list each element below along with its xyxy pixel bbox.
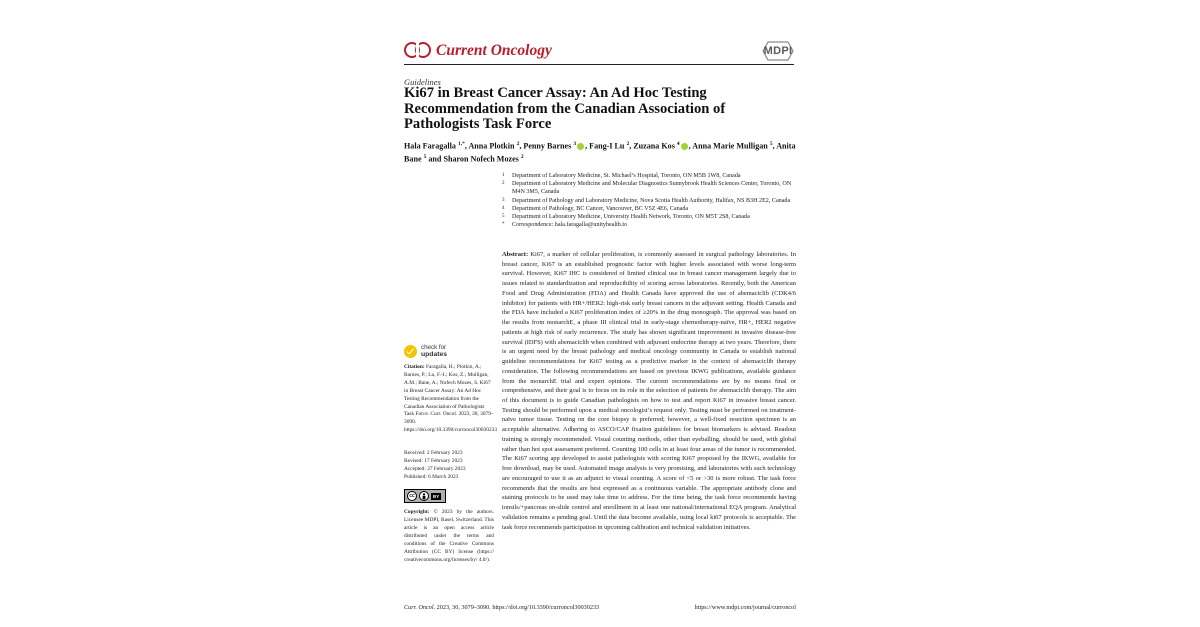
author-sup: 5 <box>423 153 427 160</box>
affiliation-number: 1 <box>502 173 505 178</box>
affiliation-number: 3 <box>502 197 505 203</box>
affiliation-number: 2 <box>502 181 505 187</box>
copyright-block <box>404 508 494 564</box>
attribution-person-icon <box>419 491 429 501</box>
footer-journal-url[interactable]: https://www.mdpi.com/journal/curroncol <box>694 604 796 611</box>
check-updates-text <box>421 345 447 359</box>
citation-text[interactable]: Faragalla, H.; Plotkin, A.; Barnes, P.; Lu, F.-I.; Kos, Z.; Mulligan, A.M.; Bane, A.; Nofech Mozes, S. Ki67 in Breast Cancer Assay: An Ad Hoc Testing Recommendation from the Canadian Association of Pathologists Task Force. Curr. Oncol. 2023, 30, 3079–3090. https://doi.org/10.3390/curroncol30030233 <box>404 364 498 434</box>
cc-icon: cc <box>407 491 417 501</box>
dates-block <box>404 449 494 481</box>
author-name[interactable]: Hala Faragalla <box>404 141 456 151</box>
author-sup: 2 <box>626 141 630 147</box>
check-updates-line1: check for <box>421 344 447 351</box>
copyright-label: Copyright: <box>404 509 430 515</box>
author-list: Hala Faragalla $^{1,*}$, Anna Plotkin $^2$, Penny Barnes $^3$ , Fang-I Lu $^2$, Zuzana Kos $^4$ , Anna Marie Mulligan $^5$, Anita Bane $^5$ and Sharon Nofech Mozes $^2$ <box>404 141 796 164</box>
orcid-icon[interactable] <box>577 143 584 150</box>
header-rule <box>404 64 794 65</box>
abstract-text: Ki67, a marker of cellular proliferation, is commonly assessed in surgical pathology laboratories. In breast cancer, Ki67 is an established prognostic factor with higher levels associated with worse long-term survival. However, Ki67 IHC is considered of limited clinical use in breast cancer management largely due to issues related to standardization and reproducibility of scoring across laboratories. Recently, both the American Food and Drug Administration (FDA) and Health Canada have approved the use of abemaciclib (CDK4/6 inhibitor) for patients with HR+/HER2: high-risk early breast cancers in the adjuvant setting. Health Canada and the FDA have included a Ki67 proliferation index of ≥20% in the drug monograph. The approval was based on the results from monarchE, a phase III clinical trial in early-stage chemotherapy-naïve, HR+, HER2 negative patients at high risk of early recurrence. The study has shown significant improvement in invasive disease-free survival (IDFS) with abemaciclib when combined with adjuvant endocrine therapy at two years. Therefore, there is an urgent need by the breast pathology and medical oncology community in Canada to establish national guideline recommendations for Ki67 testing as a predictive marker in the context of abemaciclib therapy consideration. The following recommendations are based on previous IKWG publications, available guidance from the monarchE trial and expert opinions. The current recommendations are by no means final or comprehensive, and their goal is to focus on its role in the selection of patients for abemaciclib therapy. The aim of this document is to guide Canadian pathologists on how to test and report Ki67 in invasive breast cancer. Testing should be performed upon a medical oncologist’s request only. Testing must be performed on treatment-naïve tumor tissue. Testing on the core biopsy is preferred; however, a well-fixed resection specimen is an acceptable alternative. Adhering to ASCO/CAP fixation guidelines for breast biomarkers is advised. Readout training is strongly recommended. Visual counting methods, other than eyeballing, should be used, with global rather than hot spot assessment preferred. Counting 100 cells in at least four areas of the tumor is recommended. The Ki67 scoring app developed to assist pathologists with scoring Ki67 proposed by the IKWG, available for free download, may be used. Automated image analysis is very promising, and laboratories with such technology are encouraged to use it as an adjunct to visual counting. A score of <5 or >30 is more robust. The task force recommends that the results are best expressed as a continuous variable. The appropriate antibody clone and staining protocols to be used may take time to address. For the time being, the task force recommends having tonsils/+pancreas on-slide control and enrollment in at least one national/international EQA program. Analytical validation remains a pending goal. Until the data become available, using local ki67 protocols is acceptable. The task force recommends participation in upcoming calibration and technical validation initiatives. <box>502 251 797 531</box>
author-name[interactable]: Anna Marie Mulligan <box>692 141 768 151</box>
author-name[interactable]: Penny Barnes <box>523 141 572 151</box>
correspondence-text[interactable]: Correspondence: hala.faragalla@unityhealth.to <box>512 222 628 229</box>
by-label: BY <box>433 493 440 499</box>
abstract-label: Abstract: <box>502 251 529 258</box>
affiliation-text: Department of Pathology, BC Cancer, Vancouver, BC V5Z 4E6, Canada <box>512 205 689 212</box>
author-name[interactable]: Anna Plotkin <box>468 141 515 151</box>
affiliation-text: Department of Pathology and Laboratory Medicine, Nova Scotia Health Authority, Halifax, NS B3H 2E2, Canada <box>512 197 791 204</box>
author-sup: 2 <box>516 141 520 147</box>
author-sup: 1,* <box>457 141 465 147</box>
date-accepted: Accepted: 27 February 2023 <box>404 466 466 472</box>
abstract <box>502 250 796 532</box>
mdpi-logo[interactable] <box>760 40 796 62</box>
affiliation-number: 5 <box>502 214 505 220</box>
author-sup: 4 <box>676 141 680 147</box>
author-name[interactable]: Sharon Nofech Mozes <box>443 154 519 164</box>
date-published: Published: 6 March 2023 <box>404 474 459 480</box>
footer-citation-text[interactable]: 2023, 30, 3079–3090. https://doi.org/10.3390/curroncol30030233 <box>436 604 600 611</box>
footer-journal-abbr: Curr. Oncol. <box>404 604 436 611</box>
citation-label: Citation: <box>404 364 425 370</box>
author-name[interactable]: Fang-I Lu <box>589 141 625 151</box>
affiliation-item <box>502 180 796 196</box>
copyright-text: © 2023 by the authors. Licensee MDPI, Basel, Switzerland. This article is an open access article distributed under the terms and conditions of the Creative Commons Attribution (CC BY) license (https:// creativecommons.org/licenses/by/ 4.0/). <box>404 509 494 563</box>
cc-by-license-badge[interactable] <box>404 489 446 503</box>
check-updates-icon <box>404 345 417 358</box>
author-sup: 3 <box>573 141 577 147</box>
affiliation-item <box>502 205 796 213</box>
correspondence[interactable] <box>502 221 796 229</box>
date-received: Received: 2 February 2023 <box>404 450 463 456</box>
mdpi-logo-text: MDPI <box>763 45 793 57</box>
check-updates-line2: updates <box>421 350 448 358</box>
author-name[interactable]: Zuzana Kos <box>633 141 675 151</box>
author-sup: 5 <box>769 141 773 147</box>
article-title: Ki67 in Breast Cancer Assay: An Ad Hoc Testing Recommendation from the Canadian Association of Pathologists Task Force <box>404 85 726 133</box>
journal-name[interactable]: Current Oncology <box>436 42 552 59</box>
author-name[interactable]: Anita Bane <box>404 141 796 164</box>
affiliations <box>502 172 796 229</box>
affiliation-number: 4 <box>502 205 505 211</box>
affiliation-item <box>502 172 796 180</box>
affiliation-text: Department of Laboratory Medicine, University Health Network, Toronto, ON M5T 2S8, Canada <box>512 214 750 221</box>
footer-citation <box>404 604 599 611</box>
affiliation-item <box>502 197 796 205</box>
author-sup: 2 <box>520 153 524 160</box>
check-for-updates-badge[interactable] <box>404 345 447 359</box>
affiliation-item <box>502 213 796 221</box>
date-revised: Revised: 17 February 2023 <box>404 458 463 464</box>
affiliation-number: * <box>502 222 505 228</box>
affiliation-text: Department of Laboratory Medicine, St. Michael’s Hospital, Toronto, ON M5B 1W8, Canada <box>512 173 741 179</box>
journal-logo-icon <box>404 40 432 60</box>
affiliation-text: Department of Laboratory Medicine and Molecular Diagnostics Sunnybrook Health Sciences Center, Toronto, ON M4N 3M5, Canada <box>512 181 792 196</box>
article-type: Guidelines <box>404 77 441 87</box>
orcid-icon[interactable] <box>681 143 688 150</box>
citation-block <box>404 364 498 435</box>
